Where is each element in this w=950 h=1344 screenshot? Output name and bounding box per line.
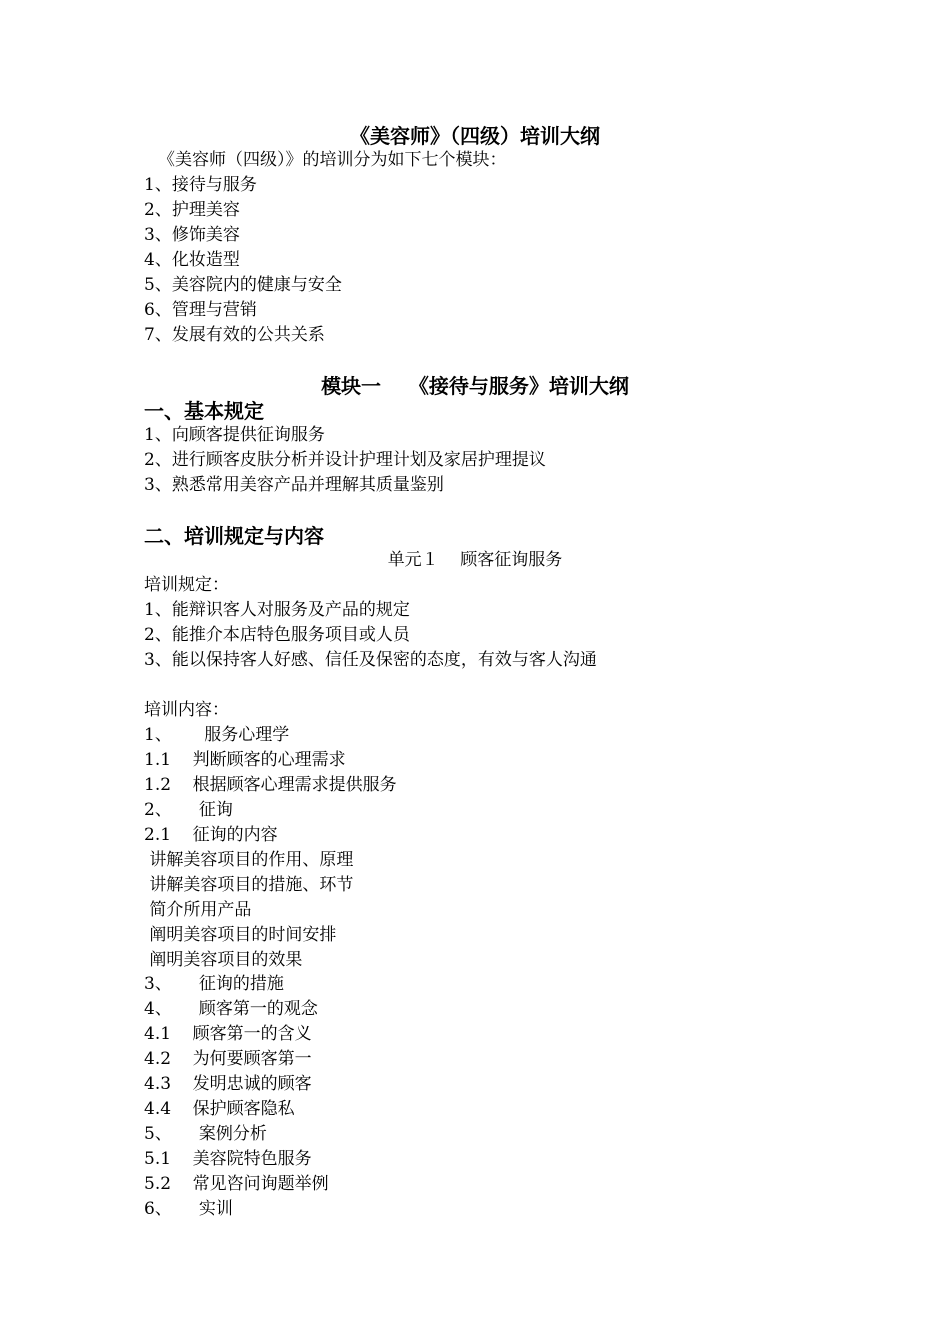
content-item: 6、 实训: [144, 1199, 233, 1219]
module1-title: 模块一 《接待与服务》培训大纲: [321, 374, 629, 398]
content-item: 1.2 根据顾客心理需求提供服务: [144, 775, 397, 795]
requirement-item: 3、熟悉常用美容产品并理解其质量鉴别: [144, 475, 444, 495]
content-item: 4、 顾客第一的观念: [144, 999, 318, 1019]
training-requirements-label: 培训规定：: [144, 575, 229, 595]
content-item: 5、 案例分析: [144, 1124, 267, 1144]
content-item: 阐明美容项目的时间安排: [144, 925, 337, 945]
module-item: 3、修饰美容: [144, 225, 240, 245]
module-item: 1、接待与服务: [144, 175, 257, 195]
content-item: 5.1 美容院特色服务: [144, 1149, 312, 1169]
module-item: 7、发展有效的公共关系: [144, 325, 325, 345]
content-item: 4.4 保护顾客隐私: [144, 1099, 295, 1119]
content-item: 5.2 常见咨问询题举例: [144, 1174, 329, 1194]
content-item: 4.3 发明忠诚的顾客: [144, 1074, 312, 1094]
intro-text: 《美容师（四级）》的培训分为如下七个模块：: [158, 150, 507, 170]
content-item: 4.1 顾客第一的含义: [144, 1024, 312, 1044]
content-item: 简介所用产品: [144, 900, 252, 920]
content-item: 1.1 判断顾客的心理需求: [144, 750, 346, 770]
training-requirement-item: 2、能推介本店特色服务项目或人员: [144, 625, 410, 645]
content-item: 3、 征询的措施: [144, 974, 284, 994]
training-requirement-item: 1、能辩识客人对服务及产品的规定: [144, 600, 410, 620]
module-item: 4、化妆造型: [144, 250, 240, 270]
requirement-item: 2、进行顾客皮肤分析并设计护理计划及家居护理提议: [144, 450, 546, 470]
requirement-item: 1、向顾客提供征询服务: [144, 425, 325, 445]
content-item: 讲解美容项目的作用、原理: [144, 850, 354, 870]
training-requirement-item: 3、能以保持客人好感、信任及保密的态度，有效与客人沟通: [144, 650, 597, 670]
module-item: 2、护理美容: [144, 200, 240, 220]
training-content-label: 培训内容：: [144, 700, 229, 720]
module-item: 5、美容院内的健康与安全: [144, 275, 342, 295]
section2-heading: 二、培训规定与内容: [144, 524, 324, 548]
content-item: 阐明美容项目的效果: [144, 950, 303, 970]
unit-title: 单元１ 顾客征询服务: [387, 550, 563, 570]
module-item: 6、管理与营销: [144, 300, 257, 320]
content-item: 2、 征询: [144, 800, 233, 820]
content-item: 4.2 为何要顾客第一: [144, 1049, 312, 1069]
document-title: 《美容师》（四级）培训大纲: [350, 124, 600, 148]
content-item: 2.1 征询的内容: [144, 825, 278, 845]
section1-heading: 一、基本规定: [144, 399, 264, 423]
content-item: 1、 服务心理学: [144, 725, 290, 745]
content-item: 讲解美容项目的措施、环节: [144, 875, 354, 895]
